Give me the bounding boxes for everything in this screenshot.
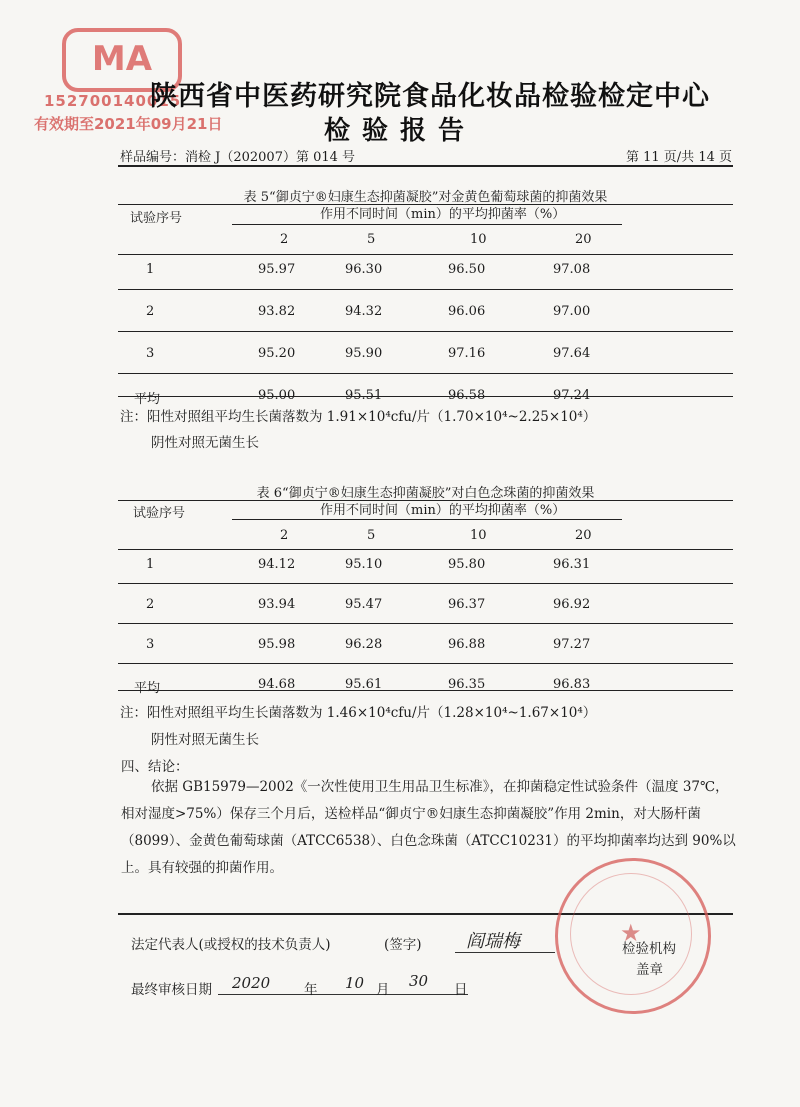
page-info: 第 11 页/共 14 页 [626, 150, 732, 165]
date-month-unit: 月 [376, 982, 390, 998]
row-rule [118, 289, 733, 290]
row-rule [118, 373, 733, 374]
table-cell: 95.20 [258, 346, 296, 361]
sample-number: 样品编号：消检 J（202007）第 014 号 [120, 150, 356, 165]
table-cell: 96.83 [553, 677, 591, 692]
handwritten-signature: 阎瑞梅 [466, 931, 520, 952]
date-underline [218, 994, 468, 995]
table-cell: 97.16 [448, 346, 486, 361]
table-cell: 93.94 [258, 597, 296, 612]
table6-group-rule [232, 519, 622, 520]
table-cell: 95.90 [345, 346, 383, 361]
time-header: 2 [280, 232, 289, 247]
table-cell: 93.82 [258, 304, 296, 319]
row-rule [118, 663, 733, 664]
date-year: 2020 [232, 974, 271, 992]
conclusion-line: （8099）、金黄色葡萄球菌（ATCC6538）、白色念珠菌（ATCC10231）的平均抑菌率均达到 90%以 [121, 833, 736, 849]
row-label: 1 [146, 557, 155, 572]
stamp-validity: 有效期至2021年09月21日 [34, 115, 223, 133]
table6-caption: 表 6“御贞宁®妇康生态抑菌凝胶”对白色念珠菌的抑菌效果 [256, 486, 595, 501]
date-day: 30 [409, 972, 429, 990]
row-label: 平均 [134, 681, 161, 696]
date-month: 10 [345, 974, 365, 992]
time-header: 5 [367, 528, 376, 543]
time-header: 10 [470, 528, 487, 543]
time-header: 20 [575, 232, 592, 247]
table-cell: 96.35 [448, 677, 486, 692]
table5-note-positive: 注：阳性对照组平均生长菌落数为 1.91×10⁴cfu/片（1.70×10⁴~2.25×10⁴） [120, 409, 597, 425]
row-label: 平均 [134, 392, 161, 407]
org-seal-label: 检验机构 [622, 941, 676, 957]
table-cell: 95.00 [258, 388, 296, 403]
table-cell: 97.64 [553, 346, 591, 361]
table5-caption: 表 5“御贞宁®妇康生态抑菌凝胶”对金黄色葡萄球菌的抑菌效果 [243, 190, 608, 205]
table6-bottom-rule [118, 690, 733, 691]
table-cell: 95.61 [345, 677, 383, 692]
table-cell: 97.00 [553, 304, 591, 319]
header-rule [118, 165, 733, 167]
review-date-label: 最终审核日期 [131, 982, 212, 998]
row-rule [118, 583, 733, 584]
conclusion-heading: 四、结论： [121, 759, 189, 775]
report-title: 检验报告 [323, 116, 476, 146]
conclusion-line: 依据 GB15979—2002《一次性使用卫生用品卫生标准》，在抑菌稳定性试验条件（温度 37℃， [151, 779, 729, 795]
time-header: 10 [470, 232, 487, 247]
table-cell: 95.98 [258, 637, 296, 652]
header-bottom-rule [118, 254, 733, 255]
conclusion-line: 相对湿度>75%）保存三个月后，送检样品“御贞宁®妇康生态抑菌凝胶”作用 2min，对大肠杆菌 [121, 806, 701, 822]
date-year-unit: 年 [304, 982, 318, 998]
row-rule [118, 331, 733, 332]
date-day-unit: 日 [454, 982, 468, 998]
org-seal-sublabel: 盖章 [636, 962, 663, 978]
table6-row-header: 试验序号 [133, 506, 186, 521]
table5-bottom-rule [118, 396, 733, 397]
row-label: 2 [146, 304, 155, 319]
row-label: 2 [146, 597, 155, 612]
time-header: 2 [280, 528, 289, 543]
conclusion-line: 上。具有较强的抑菌作用。 [121, 860, 283, 876]
report-org-title: 陕西省中医药研究院食品化妆品检验检定中心 [150, 81, 710, 112]
table-cell: 96.92 [553, 597, 591, 612]
table-cell: 96.31 [553, 557, 591, 572]
table6-group-header: 作用不同时间（min）的平均抑菌率（%） [320, 503, 566, 518]
table-cell: 96.28 [345, 637, 383, 652]
table-cell: 95.10 [345, 557, 383, 572]
time-header: 20 [575, 528, 592, 543]
table5-group-header: 作用不同时间（min）的平均抑菌率（%） [320, 207, 566, 222]
stamp-number: 152700140015 [44, 92, 182, 110]
ma-stamp-logo: MA [62, 28, 182, 92]
table-cell: 95.80 [448, 557, 486, 572]
table-cell: 96.58 [448, 388, 486, 403]
table-cell: 94.12 [258, 557, 296, 572]
table6-note-positive: 注：阳性对照组平均生长菌落数为 1.46×10⁴cfu/片（1.28×10⁴~1.67×10⁴） [120, 705, 597, 721]
header-bottom-rule [118, 549, 733, 550]
row-label: 1 [146, 262, 155, 277]
table-cell: 97.08 [553, 262, 591, 277]
table-cell: 94.32 [345, 304, 383, 319]
table-cell: 97.24 [553, 388, 591, 403]
table-cell: 96.37 [448, 597, 486, 612]
table-cell: 96.06 [448, 304, 486, 319]
table5-row-header: 试验序号 [130, 211, 183, 226]
table-cell: 95.51 [345, 388, 383, 403]
table-cell: 95.47 [345, 597, 383, 612]
table-cell: 96.88 [448, 637, 486, 652]
sign-label: (签字) [384, 937, 422, 953]
official-seal [555, 858, 711, 1014]
row-label: 3 [146, 346, 155, 361]
seal-star-icon: ★ [620, 919, 642, 947]
row-label: 3 [146, 637, 155, 652]
table-cell: 95.97 [258, 262, 296, 277]
legal-representative-label: 法定代表人(或授权的技术负责人) [131, 937, 331, 953]
table-cell: 94.68 [258, 677, 296, 692]
table-cell: 96.50 [448, 262, 486, 277]
row-rule [118, 623, 733, 624]
table5-group-rule [232, 224, 622, 225]
table6-note-negative: 阴性对照无菌生长 [151, 732, 259, 748]
table5-note-negative: 阴性对照无菌生长 [151, 435, 259, 451]
table-cell: 97.27 [553, 637, 591, 652]
table-cell: 96.30 [345, 262, 383, 277]
time-header: 5 [367, 232, 376, 247]
